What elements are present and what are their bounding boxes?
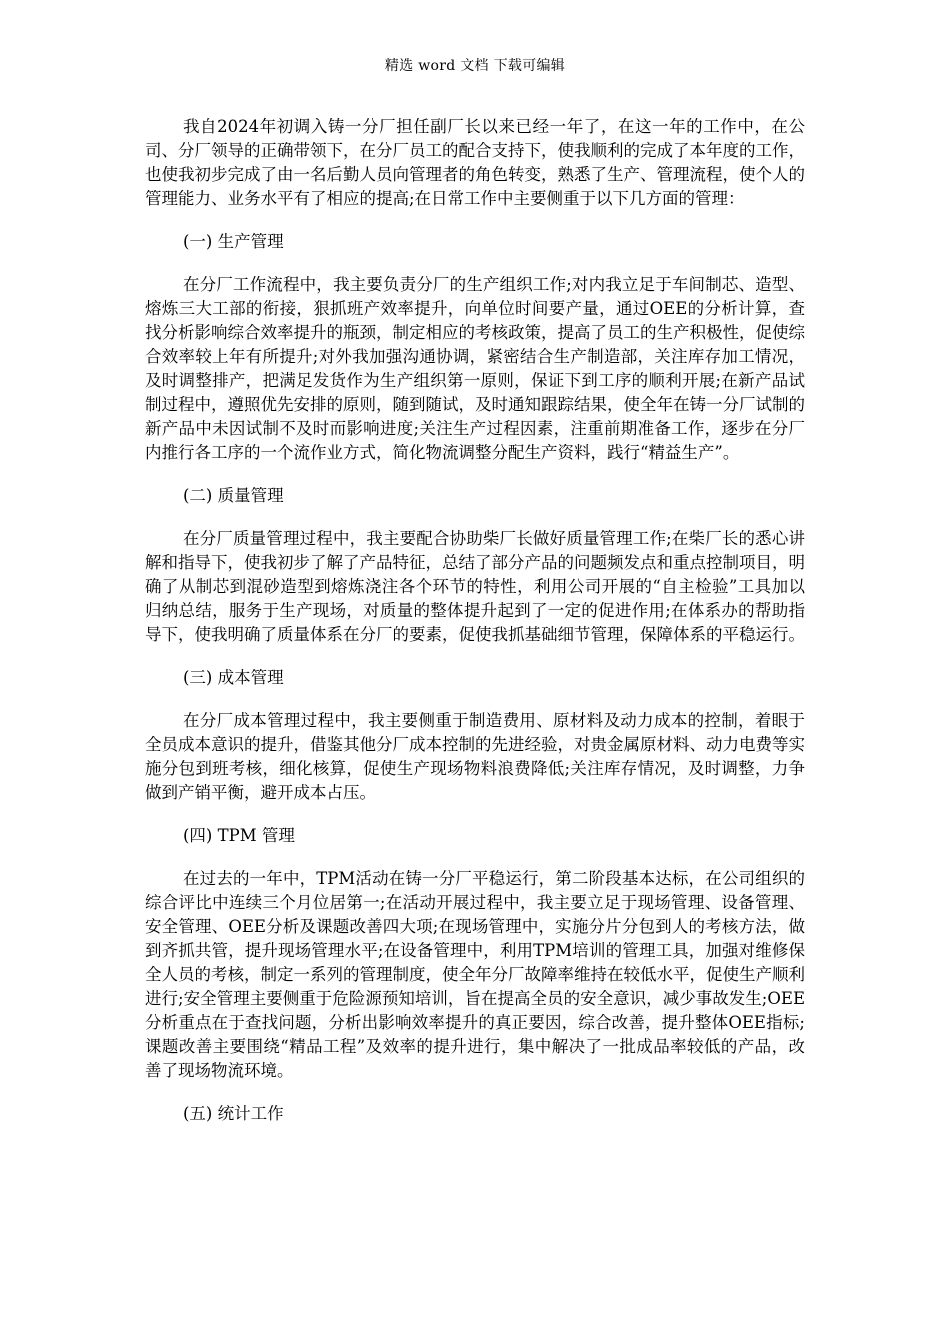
section-heading-quality: (二) 质量管理 (183, 486, 284, 505)
section-body-cost: 在分厂成本管理过程中，我主要侧重于制造费用、原材料及动力成本的控制，着眼于全员成本意识的提升，借鉴其他分厂成本控制的先进经验，对贵金属原材料、动力电费等实施分包到班考核，细化核算，促使生产现场物料浪费降低;关注库存情况，及时调整，力争做到产销平衡，避开成本占压。 (145, 711, 805, 802)
page-header: 精选 word 文档 下载可编辑 (384, 58, 566, 74)
section-heading-tpm: (四) TPM 管理 (183, 826, 295, 845)
section-heading-statistics: (五) 统计工作 (183, 1104, 284, 1123)
section-body-production: 在分厂工作流程中，我主要负责分厂的生产组织工作;对内我立足于车间制芯、造型、熔炼三大工部的衔接，狠抓班产效率提升，向单位时间要产量，通过OEE的分析计算，查找分析影响综合效率提升的瓶颈，制定相应的考核政策，提高了员工的生产积极性，促使综合效率较上年有所提升;对外我加强沟通协调，紧密结合生产制造部，关注库存加工情况，及时调整排产，把满足发货作为生产组织第一原则，保证下到工序的顺利开展;在新产品试制过程中，遵照优先安排的原则，随到随试，及时通知跟踪结果，使全年在铸一分厂试制的新产品中未因试制不及时而影响进度;关注生产过程因素，注重前期准备工作，逐步在分厂内推行各工序的一个流作业方式，简化物流调整分配生产资料，践行“精益生产”。 (145, 275, 805, 462)
section-heading-cost: (三) 成本管理 (183, 668, 284, 687)
document-body (145, 115, 805, 1145)
section-body-tpm: 在过去的一年中，TPM活动在铸一分厂平稳运行，第二阶段基本达标，在公司组织的综合评比中连续三个月位居第一;在活动开展过程中，我主要立足于现场管理、设备管理、安全管理、OEE分析及课题改善四大项;在现场管理中，实施分片分包到人的考核方法，做到齐抓共管，提升现场管理水平;在设备管理中，利用TPM培训的管理工具，加强对维修保全人员的考核，制定一系列的管理制度，使全年分厂故障率维持在较低水平，促使生产顺利进行;安全管理主要侧重于危险源预知培训，旨在提高全员的安全意识，减少事故发生;OEE分析重点在于查找问题，分析出影响效率提升的真正要因，综合改善，提升整体OEE指标;课题改善主要围绕“精品工程”及效率的提升进行，集中解决了一批成品率较低的产品，改善了现场物流环境。 (145, 869, 805, 1080)
intro-paragraph: 我自2024年初调入铸一分厂担任副厂长以来已经一年了，在这一年的工作中，在公司、分厂领导的正确带领下，在分厂员工的配合支持下，使我顺利的完成了本年度的工作，也使我初步完成了由一名后勤人员向管理者的角色转变，熟悉了生产、管理流程，使个人的管理能力、业务水平有了相应的提高;在日常工作中主要侧重于以下几方面的管理： (145, 117, 805, 208)
section-body-quality: 在分厂质量管理过程中，我主要配合协助柴厂长做好质量管理工作;在柴厂长的悉心讲解和指导下，使我初步了解了产品特征，总结了部分产品的问题频发点和重点控制项目，明确了从制芯到混砂造型到熔炼浇注各个环节的特性，利用公司开展的“自主检验”工具加以归纳总结，服务于生产现场，对质量的整体提升起到了一定的促进作用;在体系办的帮助指导下，使我明确了质量体系在分厂的要素，促使我抓基础细节管理，保障体系的平稳运行。 (145, 529, 805, 644)
section-heading-production: (一) 生产管理 (183, 232, 284, 251)
